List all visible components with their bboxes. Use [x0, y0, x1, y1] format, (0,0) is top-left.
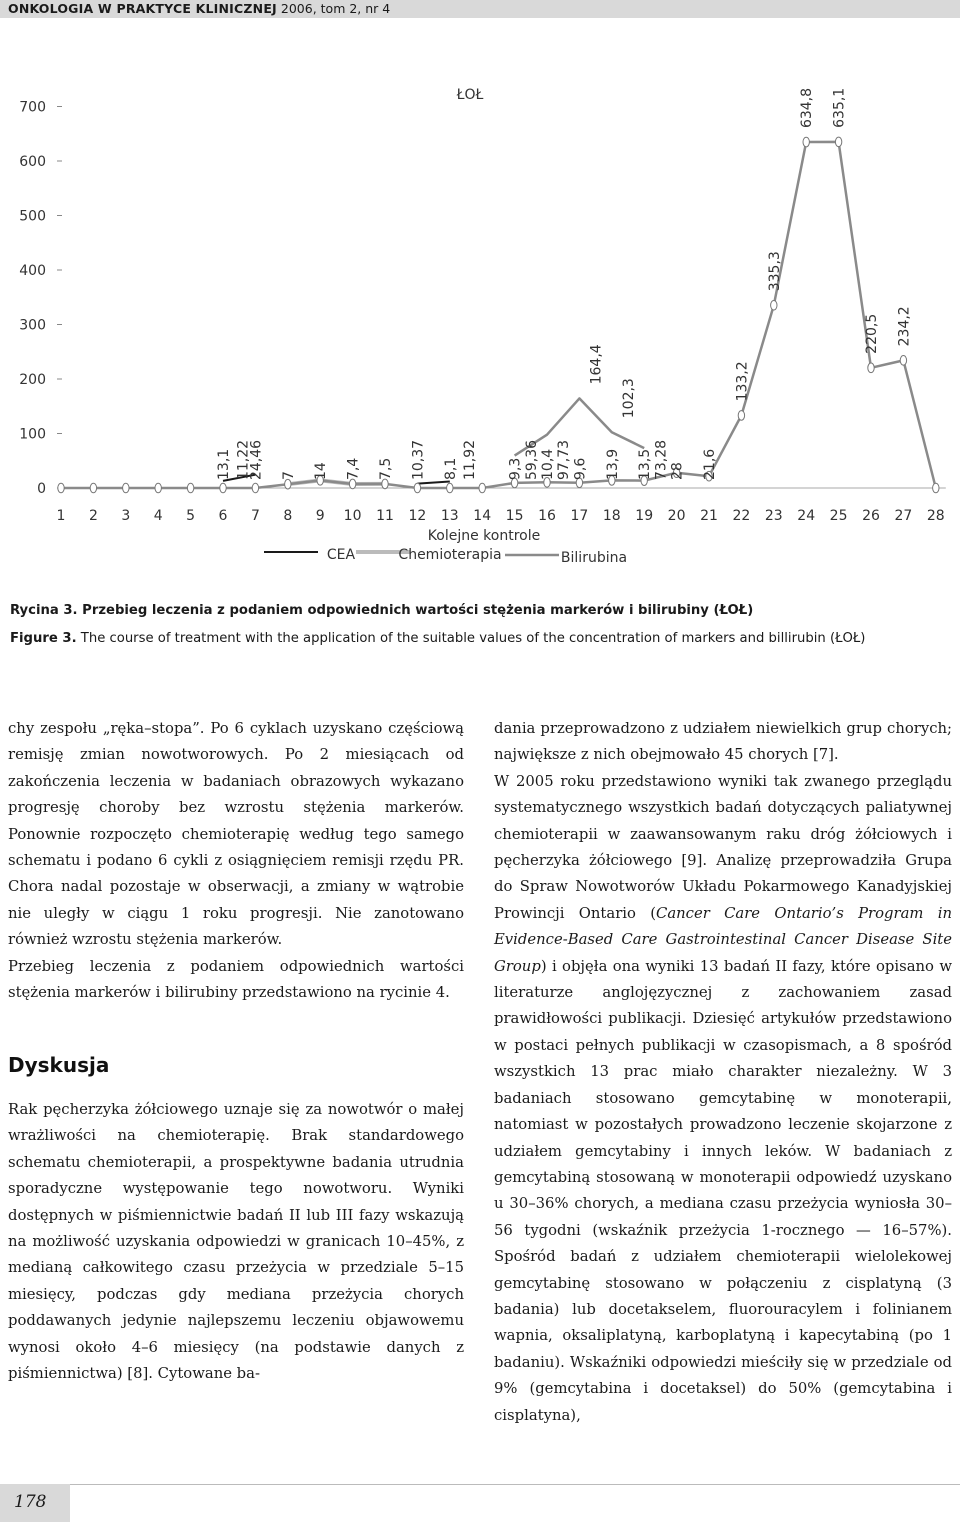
x-tick-label: 12 — [408, 508, 427, 524]
x-axis-label: Kolejne kontrole — [427, 528, 541, 544]
data-point-marker — [771, 300, 777, 310]
figure-3-chart — [0, 28, 960, 582]
footer-rule — [70, 1484, 960, 1485]
data-label: 10,4 — [540, 448, 556, 480]
data-point-marker — [479, 483, 485, 493]
legend-label: Bilirubina — [560, 550, 628, 566]
x-tick-label: 11 — [376, 508, 394, 524]
text-run-italic: Cancer Care Ontario’s Program in Evidence-Based Care Gastrointestinal Cancer Disease Site Group — [494, 904, 953, 975]
data-point-marker — [835, 137, 841, 147]
data-label: 13,5 — [637, 448, 654, 480]
caption-pl-label: Rycina 3. — [10, 603, 78, 618]
series-line-cea — [417, 482, 449, 484]
data-label: 13,9 — [604, 448, 621, 480]
data-label: 102,3 — [621, 378, 637, 419]
x-tick-label: 6 — [218, 508, 228, 524]
data-label: 24,46 — [248, 439, 265, 480]
data-label: 59,36 — [523, 439, 540, 480]
y-tick-label: 400 — [19, 263, 46, 279]
data-point-marker — [738, 411, 744, 421]
data-point-marker — [414, 483, 420, 493]
data-point-marker — [58, 483, 64, 493]
section-heading: Dyskusja — [8, 1053, 110, 1078]
caption-pl-text: Przebieg leczenia z podaniem odpowiednich wartości stężenia markerów i bilirubiny (ŁOŁ) — [77, 603, 754, 618]
data-point-marker — [220, 483, 226, 493]
x-tick-label: 27 — [894, 508, 913, 524]
data-point-marker — [933, 483, 939, 493]
data-label: 28 — [669, 462, 686, 480]
data-label: 634,8 — [799, 87, 816, 129]
data-label: 8,1 — [442, 457, 459, 480]
x-tick-label: 20 — [667, 508, 686, 524]
x-tick-label: 16 — [538, 508, 556, 524]
x-tick-label: 1 — [56, 508, 66, 524]
x-tick-label: 9 — [315, 508, 325, 524]
data-label: 133,2 — [734, 361, 751, 402]
data-point-marker — [447, 483, 453, 493]
header-text — [8, 1, 390, 16]
x-tick-label: 5 — [186, 508, 196, 524]
data-label: 7,5 — [378, 457, 394, 480]
series-line-bilirubina — [61, 142, 936, 488]
x-tick-label: 8 — [283, 508, 293, 524]
data-label: 21,6 — [702, 448, 718, 480]
issue-info: 2006, tom 2, nr 4 — [276, 1, 391, 16]
x-tick-label: 21 — [700, 508, 718, 524]
data-label: 13,1 — [216, 448, 232, 480]
paragraph: dania przeprowadzono z udziałem niewielkich grup chorych; największe z nich obejmowało 45 chorych [7]. — [494, 720, 952, 764]
data-label: 11,22 — [235, 439, 252, 480]
caption-pl — [10, 603, 955, 618]
data-label: 7 — [280, 471, 297, 480]
y-tick-label: 0 — [37, 481, 46, 497]
y-tick-label: 300 — [19, 317, 46, 334]
data-point-marker — [900, 356, 906, 366]
y-tick-label: 500 — [19, 208, 46, 225]
legend-label: CEA — [326, 547, 356, 563]
x-tick-label: 13 — [440, 508, 459, 524]
x-tick-label: 4 — [153, 508, 163, 524]
data-point-marker — [123, 483, 129, 493]
data-label: 234,2 — [896, 306, 913, 347]
text-run: W 2005 roku przedstawiono wyniki tak zwanego przeglądu systematycznego wszystkich badań dotyczących paliatywnej chemioterapii w zaawansowanym raku dróg żółciowych i pęcherzyka żółciowego [9]. Analizę przeprowadziła Grupa do Spraw Nowotworów Układu Pokarmowego Kanadyjskiej Prowincji Ontario ( — [494, 772, 952, 922]
text-column-right — [494, 716, 952, 1429]
data-label: 9,6 — [572, 457, 589, 480]
data-point-marker — [90, 483, 96, 493]
running-header — [0, 0, 960, 18]
journal-name: ONKOLOGIA W PRAKTYCE KLINICZNEJ — [8, 1, 277, 16]
data-label: 9,3 — [507, 457, 524, 480]
x-tick-label: 17 — [570, 508, 589, 524]
data-label: 335,3 — [766, 251, 783, 292]
x-tick-label: 2 — [88, 508, 98, 524]
x-tick-label: 24 — [797, 508, 816, 524]
paragraph: chy zespołu „ręka–stopa”. Po 6 cyklach uzyskano częściową remisję zmian nowotworowych. Po 2 miesiącach od zakończenia leczenia w badaniach obrazowych wykazano progresję choroby bez wzrostu stężenia markerów. Ponownie rozpoczęto chemioterapię według tego samego schematu i podano 6 cykli z osiągnięciem remisji rzędu PR. Chora nadal pozostaje w obserwacji, a zmiany w wątrobie nie uległy w ciągu 1 roku progresji. Nie zanotowano również wzrostu stężenia markerów. — [8, 720, 464, 949]
x-tick-label: 18 — [602, 508, 621, 524]
data-label: 97,73 — [556, 439, 573, 480]
x-tick-label: 25 — [829, 508, 848, 524]
data-label: 10,37 — [410, 439, 427, 480]
x-tick-label: 23 — [764, 508, 783, 524]
data-label: 73,28 — [653, 439, 670, 480]
y-tick-label: 200 — [19, 372, 46, 388]
data-point-marker — [187, 483, 193, 493]
text-column-left — [8, 716, 464, 1387]
x-tick-label: 28 — [926, 508, 945, 524]
data-label: 635,1 — [831, 87, 848, 128]
caption-en — [10, 631, 955, 646]
x-tick-label: 7 — [250, 508, 260, 524]
data-label: 220,5 — [864, 313, 880, 354]
page-number: 178 — [14, 1492, 47, 1512]
data-point-marker — [868, 363, 874, 373]
data-point-marker — [252, 483, 258, 493]
x-tick-label: 26 — [862, 508, 880, 524]
data-label: 11,92 — [462, 439, 479, 480]
paragraph: Rak pęcherzyka żółciowego uznaje się za nowotwór o małej wrażliwości na chemioterapię. Brak standardowego schematu chemioterapii, a prospektywne badania utrudnia sporadyczne występowanie tego nowotworu. Wyniki dostępnych w piśmiennictwie badań II lub III fazy wskazują na możliwość uzyskania odpowiedzi w granicach 10–45%, z medianą całkowitego czasu przeżycia w przedziale 5–15 miesięcy, podczas gdy mediana przeżycia chorych poddawanych jedynie najlepszemu leczeniu objawowemu wynosi około 4–6 miesięcy (na podstawie danych z piśmiennictwa) [8]. Cytowane ba- — [8, 1100, 464, 1382]
x-tick-label: 19 — [635, 508, 654, 524]
chart-title: ŁOŁ — [456, 87, 484, 103]
data-label: 7,4 — [345, 457, 362, 480]
y-tick-label: 100 — [19, 426, 46, 443]
legend-label: Chemioterapia — [398, 547, 502, 563]
x-tick-label: 22 — [732, 508, 751, 524]
paragraph: Przebieg leczenia z podaniem odpowiednich wartości stężenia markerów i bilirubiny przedstawiono na rycinie 4. — [8, 957, 464, 1002]
data-point-marker — [803, 137, 809, 147]
x-tick-label: 14 — [473, 508, 492, 524]
caption-en-label: Figure 3. — [10, 631, 77, 646]
x-tick-label: 3 — [121, 508, 131, 524]
paragraph — [494, 769, 952, 1429]
x-tick-label: 15 — [505, 508, 524, 524]
y-tick-label: 700 — [19, 99, 46, 116]
data-label: 14 — [313, 462, 330, 480]
data-point-marker — [155, 483, 161, 493]
x-tick-label: 10 — [343, 508, 362, 524]
data-label: 164,4 — [588, 344, 605, 385]
page-number-box — [0, 1484, 70, 1522]
y-tick-label: 600 — [19, 154, 46, 170]
caption-en-text: The course of treatment with the application of the suitable values of the concentration of markers and billirubin (ŁOŁ) — [76, 631, 866, 646]
text-run: ) i objęła ona wyniki 13 badań II fazy, które opisano w literaturze anglojęzycznej z zachowaniem zasad prawidłowości publikacji. Dziesięć artykułów przedstawiono w postaci pełnych publikacji w czasopismach, a 8 spośród wszystkich 13 prac miało charakter niezależny. W 3 badaniach stosowano gemcytabinę w monoterapii, natomiast w pozostałych prowadzono leczenie skojarzone z udziałem gemcytabiny i innych leków. W badaniach z gemcytabiną stosowaną w monoterapii odpowiedź uzyskano u 30–36% chorych, a mediana czasu przeżycia wyniosła 30–56 tygodni (wskaźnik przeżycia 1-rocznego — 16–57%). Spośród badań z udziałem chemioterapii wielolekowej gemcytabinę stosowano w połączeniu z cisplatyną (3 badania) lub docetakselem, fluorouracylem i folinianem wapnia, oksaliplatyną, karboplatyną i kapecytabiną (po 1 badaniu). Wskaźniki odpowiedzi mieściły się w przedziale od 9% (gemcytabina i docetaksel) do 50% (gemcytabina i cisplatyna), — [494, 957, 952, 1424]
